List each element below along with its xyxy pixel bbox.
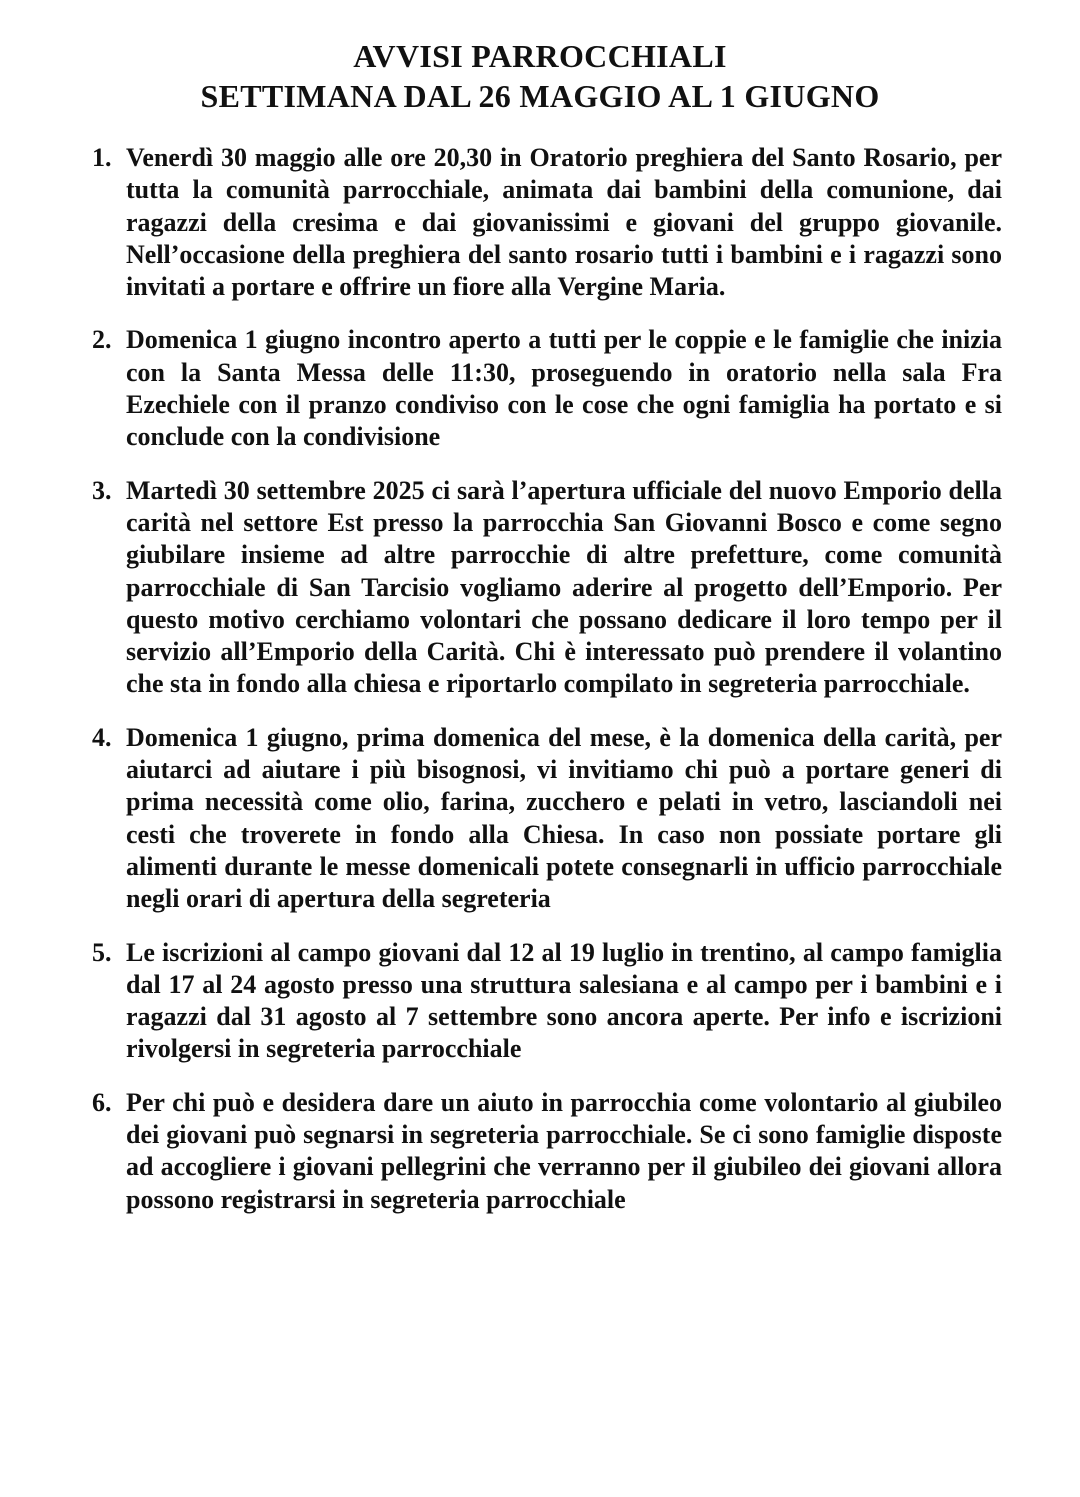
notice-text: Domenica 1 giugno incontro aperto a tutti per le coppie e le famiglie che inizia con la Santa Messa delle 11:30, proseguendo in oratorio nella sala Fra Ezechiele con il pranzo condiviso con le cose che ogni famiglia ha portato e si conclude con la condivisione [126, 325, 1002, 452]
notice-item-3 [92, 475, 1002, 701]
notice-text: Martedì 30 settembre 2025 ci sarà l’apertura ufficiale del nuovo Emporio della carità nel settore Est presso la parrocchia San Giovanni Bosco e come segno giubilare insieme ad altre parrocchie di altre prefetture, come comunità parrocchiale di San Tarcisio vogliamo aderire al progetto dell’Emporio. Per questo motivo cerchiamo volontari che possano dedicare il loro tempo per il servizio all’Emporio della Carità. Chi è interessato può prendere il volantino che sta in fondo alla chiesa e riportarlo compilato in segreteria parrocchiale. [126, 475, 1002, 699]
notice-number: 1. [92, 143, 112, 172]
notice-item-1 [92, 142, 1002, 303]
notice-text: Domenica 1 giugno, prima domenica del mese, è la domenica della carità, per aiutarci ad aiutare i più bisognosi, vi invitiamo chi può a portare generi di prima necessità come olio, farina, zucchero e pelati in vetro, lasciandoli nei cesti che troverete in fondo alla Chiesa. In caso non possiate portare gli alimenti durante le messe domenicali potete consegnarli in ufficio parrocchiale negli orari di apertura della segreteria [126, 722, 1002, 914]
notice-number: 6. [92, 1087, 112, 1117]
notice-list [92, 142, 1002, 1237]
notice-item-5 [92, 937, 1002, 1066]
notice-number: 3. [92, 475, 112, 505]
notice-item-4 [92, 722, 1002, 916]
notice-number: 4. [92, 722, 112, 752]
notice-item-2 [92, 324, 1002, 453]
notice-item-6 [92, 1087, 1002, 1216]
notice-number: 2. [92, 325, 112, 355]
document-subtitle: SETTIMANA DAL 26 MAGGIO AL 1 GIUGNO [200, 78, 880, 114]
document-title: AVVISI PARROCCHIALI [353, 38, 727, 74]
notice-number: 5. [92, 937, 112, 967]
document-header [0, 36, 1080, 116]
notice-text: Per chi può e desidera dare un aiuto in parrocchia come volontario al giubileo dei giovani può segnarsi in segreteria parrocchiale. Se ci sono famiglie disposte ad accogliere i giovani pellegrini che verranno per il giubileo dei giovani allora possono registrarsi in segreteria parrocchiale [126, 1087, 1002, 1214]
notice-text: Venerdì 30 maggio alle ore 20,30 in Oratorio preghiera del Santo Rosario, per tutta la comunità parrocchiale, animata dai bambini della comunione, dai ragazzi della cresima e dai giovanissimi e giovani del gruppo giovanile. Nell’occasione della preghiera del santo rosario tutti i bambini e i ragazzi sono invitati a portare e offrire un fiore alla Vergine Maria. [126, 143, 1002, 302]
notice-text: Le iscrizioni al campo giovani dal 12 al 19 luglio in trentino, al campo famiglia dal 17 al 24 agosto presso una struttura salesiana e al campo per i bambini e i ragazzi dal 31 agosto al 7 settembre sono ancora aperte. Per info e iscrizioni rivolgersi in segreteria parrocchiale [126, 937, 1002, 1064]
